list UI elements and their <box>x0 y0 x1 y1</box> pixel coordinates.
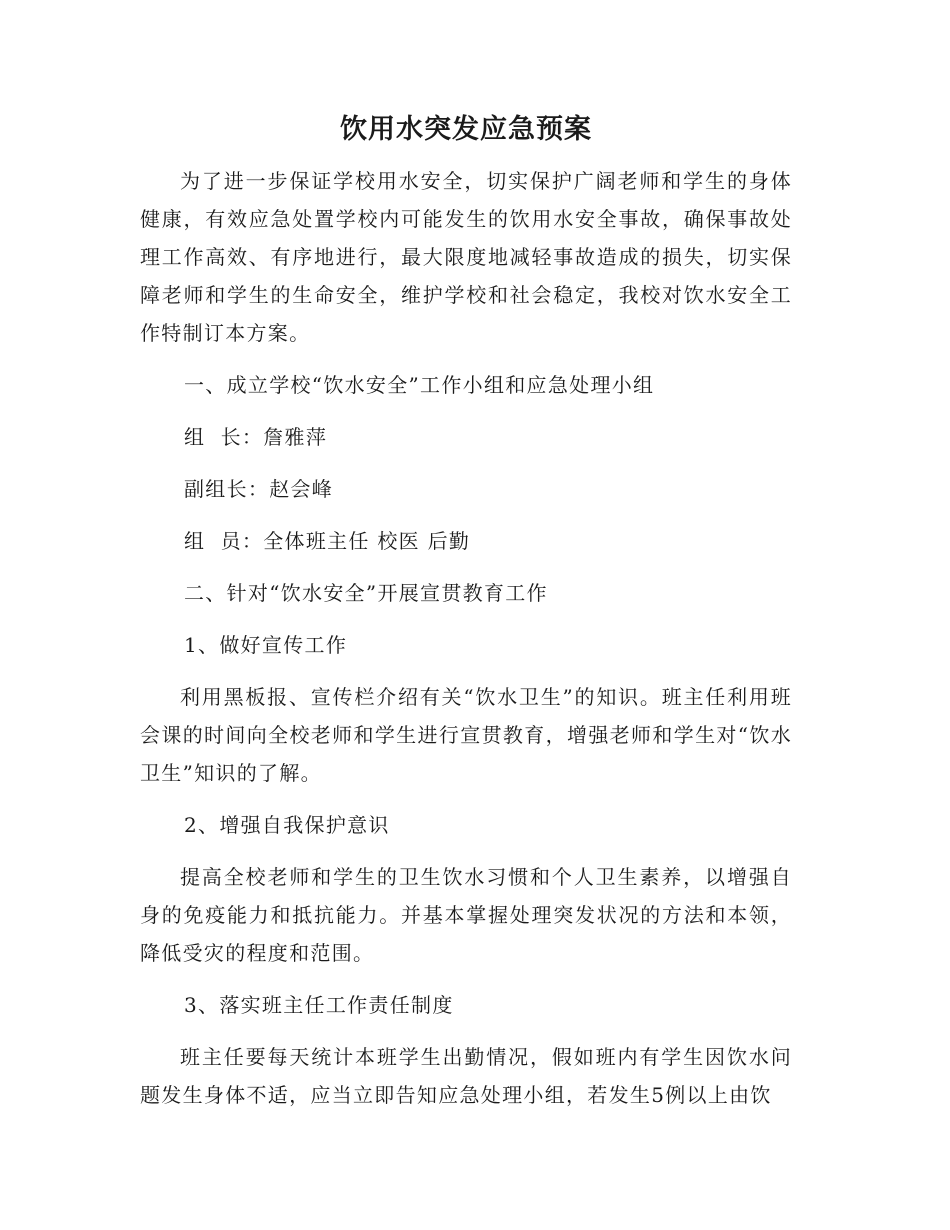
section1-heading: 一、成立学校“饮水安全”工作小组和应急处理小组 <box>184 373 655 397</box>
spacer <box>140 1024 792 1038</box>
spacer <box>140 508 792 522</box>
document-title: 饮用水突发应急预案 <box>340 114 592 145</box>
intro-paragraph: 为了进一步保证学校用水安全，切实保护广阔老师和学生的身体健康，有效应急处置学校内可能发生的饮用水安全事故，确保事故处理工作高效、有序地进行，最大限度地减轻事故造成的损失，切实保障老师和学生的生命安全，维护学校和社会稳定，我校对饮水安全工作特制订本方案。 <box>140 169 792 345</box>
item2-paragraph: 提高全校老师和学生的卫生饮水习惯和个人卫生素养，以增强自身的免疫能力和抵抗能力。并基本掌握处理突发状况的方法和本领，降低受灾的程度和范围。 <box>140 865 792 965</box>
spacer <box>140 612 792 626</box>
spacer <box>140 352 792 366</box>
item1-heading: 1、做好宣传工作 <box>184 633 348 657</box>
spacer <box>140 844 792 858</box>
group-deputy: 副组长：赵会峰 <box>184 477 334 501</box>
group-leader: 组 长：詹雅萍 <box>184 425 328 449</box>
document-body <box>140 108 792 1114</box>
spacer <box>140 560 792 574</box>
section2-heading: 二、针对“饮水安全”开展宣贯教育工作 <box>184 581 548 605</box>
spacer <box>140 792 792 806</box>
spacer <box>140 404 792 418</box>
spacer <box>140 456 792 470</box>
item2-heading: 2、增强自我保护意识 <box>184 813 390 837</box>
item3-heading: 3、落实班主任工作责任制度 <box>184 993 454 1017</box>
item3-paragraph: 班主任要每天统计本班学生出勤情况，假如班内有学生因饮水问题发生身体不适，应当立即告知应急处理小组，若发生5例以上由饮 <box>140 1045 792 1107</box>
spacer <box>140 664 792 678</box>
group-members: 组 员：全体班主任 校医 后勤 <box>184 529 471 553</box>
item1-paragraph: 利用黑板报、宣传栏介绍有关“饮水卫生”的知识。班主任利用班会课的时间向全校老师和学生进行宣贯教育，增强老师和学生对“饮水卫生”知识的了解。 <box>140 685 792 785</box>
spacer <box>140 972 792 986</box>
